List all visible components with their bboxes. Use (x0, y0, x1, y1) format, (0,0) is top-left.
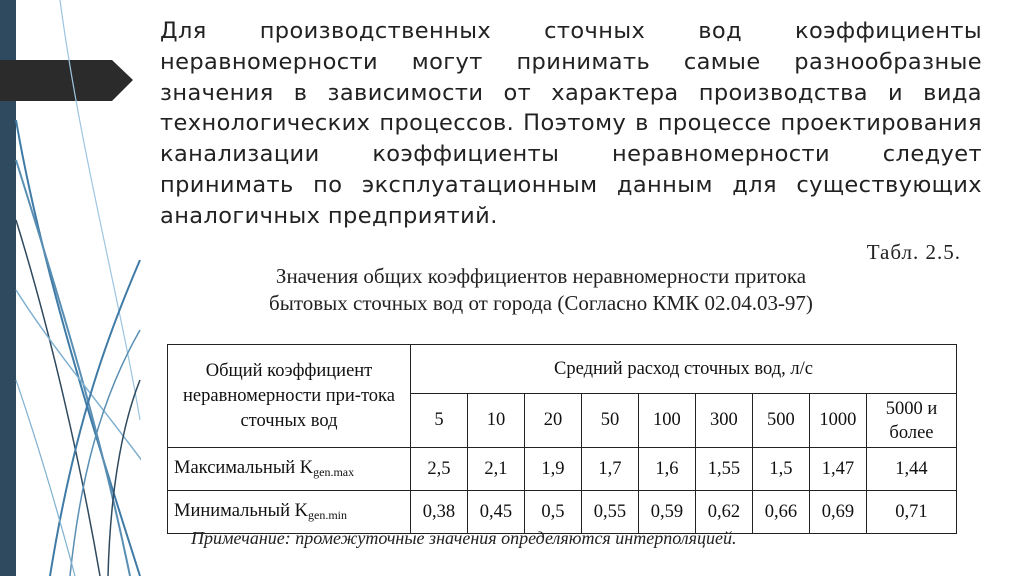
table-number: Табл. 2.5. (866, 240, 961, 264)
flow-value: 5000 и более (866, 394, 956, 448)
table-image-card (141, 238, 985, 564)
header-flow-group: Средний расход сточных вод, л/с (411, 345, 957, 394)
table-cell: 2,1 (467, 448, 524, 491)
row-label-subscript: gen.max (313, 465, 355, 479)
table-cell: 1,9 (524, 448, 581, 491)
table-cell: 0,66 (752, 491, 809, 534)
row-label-text: Минимальный K (174, 501, 308, 521)
table-cell: 2,5 (411, 448, 468, 491)
table-title-line2: бытовых сточных вод от города (Согласно КМК 02.04.03-97) (269, 291, 813, 315)
table-row-max (168, 448, 957, 491)
flow-value: 5 (411, 394, 468, 448)
table-cell: 0,38 (411, 491, 468, 534)
table-cell: 0,71 (866, 491, 956, 534)
table-cell: 0,55 (581, 491, 638, 534)
table-cell: 1,7 (581, 448, 638, 491)
table-header-row (168, 345, 957, 394)
row-label-subscript: gen.min (308, 508, 347, 522)
arrow-tab-shape (0, 60, 133, 101)
table-cell: 1,44 (866, 448, 956, 491)
table-cell: 0,5 (524, 491, 581, 534)
flow-value: 50 (581, 394, 638, 448)
flow-value: 300 (695, 394, 752, 448)
table-cell: 0,62 (695, 491, 752, 534)
table-cell: 1,47 (809, 448, 866, 491)
table-cell: 1,5 (752, 448, 809, 491)
flow-value: 10 (467, 394, 524, 448)
flow-value: 20 (524, 394, 581, 448)
header-coefficient-label: Общий коэффициент неравномерности при-тока сточных вод (168, 345, 411, 448)
table-cell: 0,59 (638, 491, 695, 534)
row-label-text: Максимальный K (174, 458, 314, 478)
table-cell: 0,45 (467, 491, 524, 534)
row-label-max (168, 448, 411, 491)
flow-value: 1000 (809, 394, 866, 448)
flow-value: 100 (638, 394, 695, 448)
table-title-line1: Значения общих коэффициентов неравномерности притока (275, 264, 807, 288)
coefficient-table (167, 344, 957, 534)
table-cell: 1,6 (638, 448, 695, 491)
table-cell: 0,69 (809, 491, 866, 534)
flow-value: 500 (752, 394, 809, 448)
table-cell: 1,55 (695, 448, 752, 491)
body-paragraph: Для производственных сточных вод коэффициенты неравномерности могут принимать самые разнообразные значения в зависимости от характера производства и вида технологических процессов. Поэтому в процессе проектирования канализации коэффициенты неравномерности следует принимать по эксплуатационным данным для существующих аналогичных предприятий. (160, 18, 982, 229)
table-note: Примечание: промежуточные значения определяются интерполяцией. (191, 528, 737, 548)
